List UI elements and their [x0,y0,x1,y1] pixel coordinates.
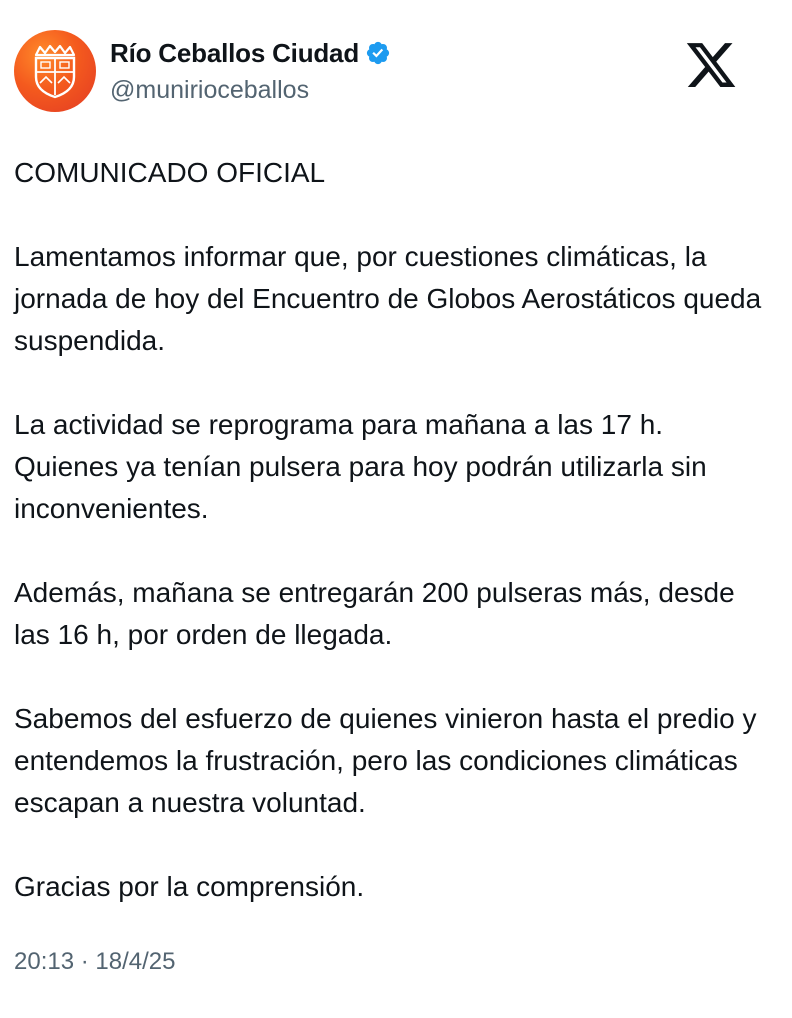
verified-badge-icon [365,40,391,66]
tweet-paragraph-title: COMUNICADO OFICIAL [14,157,326,188]
tweet-text [14,152,774,908]
municipal-crest-icon [30,43,80,99]
tweet-paragraph: Sabemos del esfuerzo de quienes vinieron hasta el predio y entendemos la frustración, pero las condiciones climáticas escapan a nuestra voluntad. [14,703,757,818]
account-names [110,36,391,105]
tweet-timestamp[interactable]: 20:13 · 18/4/25 [14,948,176,975]
tweet-paragraph: Lamentamos informar que, por cuestiones climáticas, la jornada de hoy del Encuentro de Globos Aerostáticos queda suspendida. [14,241,762,356]
profile-avatar[interactable] [14,30,96,112]
tweet-paragraph: Además, mañana se entregarán 200 pulseras más, desde las 16 h, por orden de llegada. [14,577,735,650]
tweet-paragraph: Gracias por la comprensión. [14,871,365,902]
account-handle[interactable]: @munirioceballos [110,76,310,104]
display-name-row [110,36,391,70]
tweet-header [14,26,778,116]
display-name[interactable]: Río Ceballos Ciudad [110,37,360,68]
tweet-paragraph: La actividad se reprograma para mañana a las 17 h. Quienes ya tenían pulsera para hoy podrán utilizarla sin inconvenientes. [14,409,707,524]
x-logo-icon[interactable] [684,38,738,92]
